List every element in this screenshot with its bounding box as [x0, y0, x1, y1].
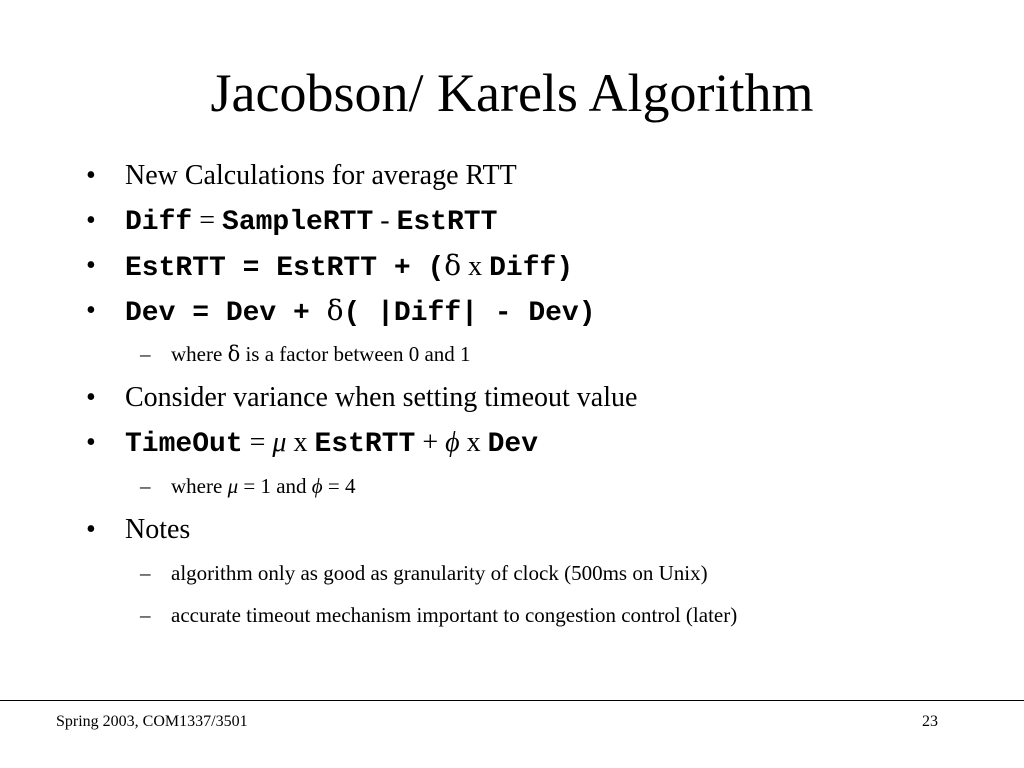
est-rtt-term: EstRTT: [314, 429, 416, 460]
dev-term: Dev: [487, 429, 539, 460]
note-text: = 1 and: [238, 474, 312, 498]
plus-sign: +: [422, 427, 439, 458]
bullet-marker: •: [86, 295, 96, 326]
mu-symbol: μ: [272, 427, 287, 458]
footer-course: Spring 2003, COM1337/3501: [56, 713, 248, 730]
bullet-timeout-formula: [86, 423, 986, 468]
bullet-marker: •: [86, 427, 96, 458]
minus-sign: -: [380, 205, 390, 236]
phi-symbol: ϕ: [445, 427, 460, 458]
estrtt-formula-end: Diff): [489, 253, 574, 284]
bullet-diff-formula: [86, 201, 986, 246]
diff-term: Diff: [125, 207, 193, 238]
bullet-marker: •: [86, 160, 96, 191]
note-text: is a factor between 0 and 1: [240, 342, 471, 366]
delta-symbol: δ: [326, 294, 344, 327]
bullet-new-calculations: [86, 156, 986, 201]
times-sign: x: [466, 427, 481, 458]
dash-marker: –: [140, 603, 151, 627]
sub-bullet-granularity: [86, 555, 986, 597]
bullet-marker: •: [86, 205, 96, 236]
delta-symbol: δ: [444, 249, 462, 282]
sample-rtt-term: SampleRTT: [222, 207, 374, 238]
slide-body: [86, 156, 986, 639]
bullet-marker: •: [86, 382, 96, 413]
slide-title: Jacobson/ Karels Algorithm: [210, 63, 814, 123]
dash-marker: –: [140, 342, 151, 366]
bullet-text: New Calculations for average RTT: [125, 160, 517, 191]
dash-marker: –: [140, 561, 151, 585]
note-text: where: [171, 342, 228, 366]
times-sign: x: [293, 427, 308, 458]
bullet-notes: [86, 510, 986, 555]
bullet-text: Consider variance when setting timeout value: [125, 382, 638, 413]
note-text: algorithm only as good as granularity of clock (500ms on Unix): [171, 561, 708, 585]
equals-sign: =: [199, 205, 216, 236]
phi-symbol: ϕ: [311, 474, 323, 498]
footer-divider: [0, 700, 1024, 701]
sub-bullet-congestion: [86, 597, 986, 639]
dev-formula-start: Dev = Dev +: [125, 298, 327, 329]
bullet-estrtt-formula: [86, 246, 986, 291]
note-text: where: [171, 474, 228, 498]
times-sign: x: [468, 251, 483, 282]
note-text: accurate timeout mechanism important to congestion control (later): [171, 603, 738, 627]
sub-bullet-delta-note: [86, 336, 986, 378]
estrtt-formula-start: EstRTT = EstRTT + (: [125, 253, 445, 284]
bullet-variance: [86, 378, 986, 423]
equals-sign: =: [249, 427, 266, 458]
bullet-marker: •: [86, 250, 96, 281]
est-rtt-term: EstRTT: [396, 207, 498, 238]
delta-symbol: δ: [227, 342, 241, 366]
timeout-term: TimeOut: [125, 429, 243, 460]
bullet-text: Notes: [125, 514, 191, 545]
dash-marker: –: [140, 474, 151, 498]
bullet-dev-formula: [86, 291, 986, 336]
mu-symbol: μ: [227, 474, 239, 498]
sub-bullet-timeout-params: [86, 468, 986, 510]
dev-formula-end: ( |Diff| - Dev): [343, 298, 596, 329]
footer-page-number: 23: [922, 713, 938, 730]
bullet-marker: •: [86, 514, 96, 545]
note-text: = 4: [322, 474, 356, 498]
